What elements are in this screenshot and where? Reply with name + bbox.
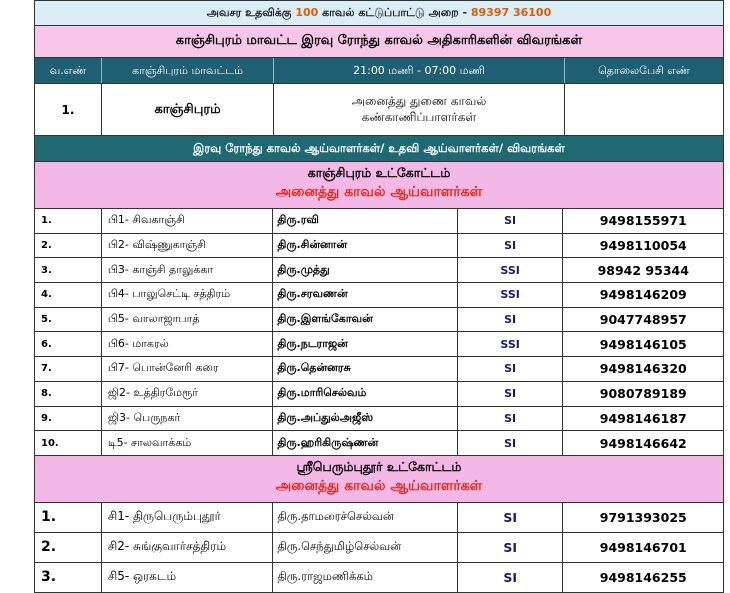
table-row: [34, 407, 724, 432]
officer-name: திரு.முத்து: [273, 258, 457, 282]
first-row-description: அனைத்து துணை காவல் கண்காணிப்பாளர்கள்: [274, 84, 565, 135]
station-name: பி4- பாலுசெட்டி சத்திரம்: [102, 283, 274, 307]
station-name: பி1- சிவகாஞ்சி: [102, 209, 274, 233]
header-serial: வ.எண்: [35, 58, 102, 83]
station-name: பி6- மாகரல்: [102, 332, 274, 356]
officer-name: திரு.ரவி: [273, 209, 457, 233]
first-row: [34, 84, 724, 136]
phone-number: 9498155971: [599, 213, 687, 229]
phone-number: 98942 95344: [597, 262, 689, 278]
station-name: டி5- சாலவாக்கம்: [102, 431, 274, 455]
table-row: [34, 308, 724, 333]
officer-rank: SI: [458, 431, 564, 455]
officer-rank: SI: [458, 407, 564, 431]
section-1-subtitle: அனைத்து காவல் ஆய்வாளர்கள்: [275, 184, 483, 200]
phone-number: 9498146209: [599, 287, 687, 303]
station-name: ஜி2- உத்திரமேரூர்: [102, 382, 274, 406]
phone-number: 9498146642: [599, 435, 687, 451]
table-row: [34, 382, 724, 407]
officer-rank: SSI: [458, 283, 564, 307]
station-name: சி5- ஒரகடம்: [102, 563, 274, 592]
sub-heading: இரவு ரோந்து காவல் ஆய்வாளர்கள்/ உதவி ஆய்வாளர்கள்/ விவரங்கள்: [34, 136, 724, 162]
table-row: [34, 209, 724, 234]
serial-number: 2.: [35, 234, 102, 258]
phone-number: 9047748957: [599, 312, 687, 328]
first-row-phone: [565, 84, 723, 135]
section-2-subtitle: அனைத்து காவல் ஆய்வாளர்கள்: [275, 477, 483, 494]
phone-number: 9791393025: [599, 509, 687, 525]
serial-number: 4.: [35, 283, 102, 307]
serial-number: 10.: [35, 431, 102, 455]
officer-name: திரு.அப்துல்அஜீஸ்: [273, 407, 457, 431]
emergency-banner: [34, 0, 724, 26]
phone-number: 9498146320: [599, 361, 687, 377]
serial-number: 1.: [35, 503, 102, 532]
first-row-place: காஞ்சிபுரம்: [102, 84, 274, 135]
table-row: [34, 431, 724, 456]
banner-number-1: 100: [295, 6, 319, 19]
serial-number: 7.: [35, 357, 102, 381]
phone-number: 9498146255: [599, 569, 687, 585]
table-row: [34, 357, 724, 382]
first-row-number: 1.: [35, 84, 102, 135]
page-title: காஞ்சிபுரம் மாவட்ட இரவு ரோந்து காவல் அதிகாரிகளின் விவரங்கள்: [34, 26, 724, 58]
officer-rank: SI: [458, 503, 564, 532]
officer-name: திரு.மாரிசெல்வம்: [273, 382, 457, 406]
officer-rank: SI: [458, 234, 564, 258]
station-name: பி2- விஷ்ணுகாஞ்சி: [102, 234, 274, 258]
officer-name: திரு.சின்னான்: [273, 234, 457, 258]
station-name: சி2- சுங்குவார்சத்திரம்: [102, 533, 274, 562]
table-row: [34, 563, 724, 593]
table-row: [34, 258, 724, 283]
table-row: [34, 332, 724, 357]
table-row: [34, 283, 724, 308]
officer-rank: SSI: [458, 332, 564, 356]
section-1-title: காஞ்சிபுரம் உட்கோட்டம்: [307, 165, 451, 180]
serial-number: 5.: [35, 308, 102, 332]
phone-number: 9080789189: [599, 386, 687, 402]
serial-number: 3.: [35, 563, 102, 592]
serial-number: 6.: [35, 332, 102, 356]
officer-rank: SI: [458, 209, 564, 233]
officer-name: திரு.செந்துமிழ்செல்வன்: [273, 533, 457, 562]
officer-name: திரு.நடராஜன்: [273, 332, 457, 356]
patrol-sheet: [34, 0, 724, 593]
officer-rank: SI: [458, 382, 564, 406]
header-phone: தொலைபேசி எண்: [598, 64, 690, 77]
officer-name: திரு.ஹரிகிருஷ்ணன்: [273, 431, 457, 455]
station-name: ஜி3- பெருநகர்: [102, 407, 274, 431]
serial-number: 3.: [35, 258, 102, 282]
officer-name: திரு.சரவணன்: [273, 283, 457, 307]
header-time: 21:00 மணி - 07:00 மணி: [274, 58, 565, 83]
serial-number: 9.: [35, 407, 102, 431]
officer-rank: SSI: [458, 258, 564, 282]
table-row: [34, 533, 724, 563]
station-name: பி5- வாலாஜாபாத்: [102, 308, 274, 332]
table-row: [34, 503, 724, 533]
station-name: சி1- திருபெரும்புதூர்: [102, 503, 274, 532]
banner-number-2: 89397 36100: [470, 6, 552, 19]
serial-number: 1.: [35, 209, 102, 233]
officer-rank: SI: [458, 563, 564, 592]
station-name: பி7- பொன்னேரி கரை: [102, 357, 274, 381]
officer-rank: SI: [458, 533, 564, 562]
phone-number: 9498146105: [599, 336, 687, 352]
officer-name: திரு.தென்னரசு: [273, 357, 457, 381]
section-sriperumbudur: [34, 456, 724, 503]
phone-number: 9498146701: [599, 539, 687, 555]
banner-prefix: அவசர உதவிக்கு: [206, 6, 296, 19]
officer-rank: SI: [458, 308, 564, 332]
table-row: [34, 234, 724, 259]
phone-number: 9498110054: [599, 238, 687, 254]
banner-middle: காவல் கட்டுப்பாட்டு அறை -: [318, 6, 471, 19]
officer-name: திரு.ராஜமணிக்கம்: [273, 563, 457, 592]
section-2-title: ஸ்ரீபெரும்புதூர் உட்கோட்டம்: [296, 458, 462, 474]
officer-name: திரு.இளங்கோவன்: [273, 308, 457, 332]
officer-name: திரு.தாமரைச்செல்வன்: [273, 503, 457, 532]
column-header-row: [34, 58, 724, 84]
station-name: பி3- காஞ்சி தாலுக்கா: [102, 258, 274, 282]
header-district: காஞ்சிபுரம் மாவட்டம்: [102, 58, 274, 83]
section-kanchipuram: [34, 162, 724, 209]
phone-number: 9498146187: [599, 410, 687, 426]
officer-rank: SI: [458, 357, 564, 381]
serial-number: 8.: [35, 382, 102, 406]
serial-number: 2.: [35, 533, 102, 562]
